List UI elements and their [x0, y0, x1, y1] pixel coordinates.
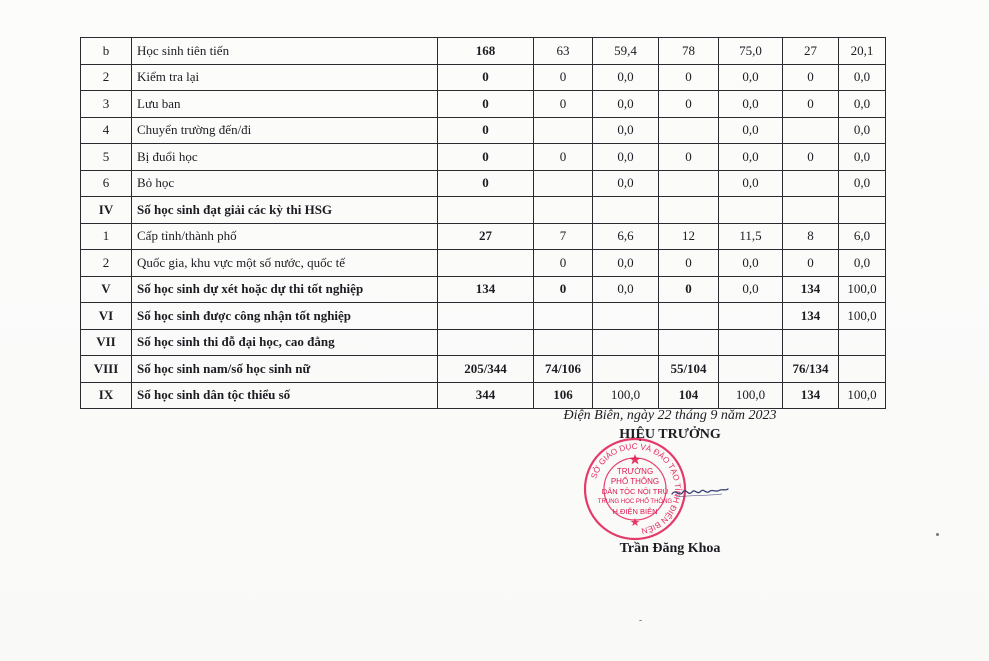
value-cell: 0	[659, 64, 719, 91]
value-cell: 8	[783, 223, 839, 250]
value-cell	[659, 303, 719, 330]
value-cell: 134	[783, 303, 839, 330]
value-cell	[659, 170, 719, 197]
value-cell: 0	[534, 91, 593, 118]
table-row	[81, 250, 886, 277]
table-row	[81, 223, 886, 250]
statistics-table	[80, 37, 886, 409]
value-cell	[438, 329, 534, 356]
value-cell	[719, 329, 783, 356]
table-body	[81, 38, 886, 409]
principal-title: HIỆU TRƯỞNG	[619, 427, 721, 442]
row-label-cell: Cấp tỉnh/thành phố	[132, 223, 438, 250]
value-cell: 0	[438, 64, 534, 91]
scan-speck	[639, 620, 642, 621]
value-cell: 0,0	[839, 91, 886, 118]
signature-block	[520, 408, 820, 578]
value-cell	[593, 303, 659, 330]
row-index-cell: 6	[81, 170, 132, 197]
value-cell	[783, 117, 839, 144]
value-cell: 0	[438, 170, 534, 197]
value-cell: 100,0	[839, 276, 886, 303]
seal-line-1: TRƯỜNG	[616, 467, 654, 476]
table-row	[81, 38, 886, 65]
value-cell: 134	[783, 382, 839, 409]
value-cell: 205/344	[438, 356, 534, 383]
value-cell	[438, 303, 534, 330]
row-label-cell: Số học sinh thi đỗ đại học, cao đẳng	[132, 329, 438, 356]
value-cell: 134	[783, 276, 839, 303]
row-index-cell: IX	[81, 382, 132, 409]
seal-line-2: PHỔ THÔNG	[610, 477, 660, 486]
value-cell: 0	[783, 64, 839, 91]
value-cell	[783, 170, 839, 197]
value-cell	[593, 356, 659, 383]
value-cell	[534, 329, 593, 356]
value-cell: 0,0	[593, 144, 659, 171]
table-row	[81, 197, 886, 224]
value-cell: 0	[783, 144, 839, 171]
value-cell	[839, 197, 886, 224]
value-cell: 0,0	[719, 170, 783, 197]
table-row	[81, 356, 886, 383]
value-cell: 74/106	[534, 356, 593, 383]
row-label-cell: Số học sinh dân tộc thiểu số	[132, 382, 438, 409]
value-cell	[719, 303, 783, 330]
value-cell	[839, 356, 886, 383]
value-cell: 100,0	[719, 382, 783, 409]
seal-line-4: TRUNG HỌC PHỔ THÔNG	[597, 499, 673, 505]
value-cell: 0	[534, 276, 593, 303]
value-cell	[719, 356, 783, 383]
value-cell	[593, 197, 659, 224]
value-cell: 100,0	[839, 303, 886, 330]
table-row	[81, 144, 886, 171]
value-cell: 7	[534, 223, 593, 250]
value-cell: 0	[534, 64, 593, 91]
value-cell: 0,0	[719, 64, 783, 91]
value-cell	[719, 197, 783, 224]
value-cell: 0	[783, 250, 839, 277]
place-date: Điện Biên, ngày 22 tháng 9 năm 2023	[563, 408, 777, 423]
value-cell: 0,0	[839, 117, 886, 144]
value-cell: 27	[438, 223, 534, 250]
row-label-cell: Bị đuổi học	[132, 144, 438, 171]
table-row	[81, 329, 886, 356]
row-label-cell: Quốc gia, khu vực một số nước, quốc tế	[132, 250, 438, 277]
row-index-cell: 1	[81, 223, 132, 250]
row-label-cell: Học sinh tiên tiến	[132, 38, 438, 65]
table-row	[81, 170, 886, 197]
value-cell: 0,0	[719, 250, 783, 277]
row-label-cell: Lưu ban	[132, 91, 438, 118]
table-row	[81, 64, 886, 91]
value-cell: 0	[438, 117, 534, 144]
value-cell	[438, 197, 534, 224]
value-cell: 0,0	[593, 250, 659, 277]
row-index-cell: VII	[81, 329, 132, 356]
row-label-cell: Số học sinh nam/số học sinh nữ	[132, 356, 438, 383]
value-cell: 0	[659, 144, 719, 171]
row-label-cell: Số học sinh dự xét hoặc dự thi tốt nghiệp	[132, 276, 438, 303]
value-cell: 0,0	[593, 276, 659, 303]
principal-name: Trần Đăng Khoa	[619, 541, 721, 556]
value-cell	[659, 329, 719, 356]
value-cell	[534, 303, 593, 330]
row-index-cell: 3	[81, 91, 132, 118]
value-cell: 0,0	[719, 117, 783, 144]
value-cell: 104	[659, 382, 719, 409]
value-cell	[839, 329, 886, 356]
row-label-cell: Chuyển trường đến/đi	[132, 117, 438, 144]
scan-speck	[936, 533, 939, 536]
table-row	[81, 91, 886, 118]
value-cell: 0,0	[593, 170, 659, 197]
value-cell: 0	[659, 91, 719, 118]
value-cell: 6,0	[839, 223, 886, 250]
value-cell: 0,0	[839, 64, 886, 91]
seal-line-3: DÂN TỘC NỘI TRÚ	[601, 487, 669, 496]
value-cell: 106	[534, 382, 593, 409]
value-cell: 344	[438, 382, 534, 409]
value-cell: 0,0	[719, 276, 783, 303]
value-cell: 55/104	[659, 356, 719, 383]
table-row	[81, 117, 886, 144]
value-cell	[593, 329, 659, 356]
handwritten-signature	[670, 480, 730, 502]
value-cell: 12	[659, 223, 719, 250]
value-cell: 100,0	[839, 382, 886, 409]
value-cell	[659, 197, 719, 224]
row-label-cell: Bỏ học	[132, 170, 438, 197]
row-index-cell: V	[81, 276, 132, 303]
value-cell: 11,5	[719, 223, 783, 250]
value-cell: 100,0	[593, 382, 659, 409]
row-label-cell: Kiểm tra lại	[132, 64, 438, 91]
row-index-cell: VI	[81, 303, 132, 330]
value-cell: 0	[783, 91, 839, 118]
value-cell: 27	[783, 38, 839, 65]
value-cell: 0,0	[839, 144, 886, 171]
seal-line-5: H.ĐIỆN BIÊN	[612, 507, 658, 516]
value-cell: 0	[438, 144, 534, 171]
value-cell: 0,0	[839, 170, 886, 197]
table-row	[81, 276, 886, 303]
value-cell: 59,4	[593, 38, 659, 65]
row-index-cell: 4	[81, 117, 132, 144]
value-cell: 0,0	[593, 91, 659, 118]
value-cell: 76/134	[783, 356, 839, 383]
value-cell: 0	[438, 91, 534, 118]
value-cell	[534, 197, 593, 224]
row-index-cell: VIII	[81, 356, 132, 383]
value-cell: 63	[534, 38, 593, 65]
row-index-cell: IV	[81, 197, 132, 224]
value-cell: 78	[659, 38, 719, 65]
value-cell: 0,0	[593, 64, 659, 91]
value-cell: 0,0	[719, 91, 783, 118]
row-index-cell: b	[81, 38, 132, 65]
value-cell: 0	[659, 276, 719, 303]
value-cell: 20,1	[839, 38, 886, 65]
value-cell: 168	[438, 38, 534, 65]
row-label-cell: Số học sinh đạt giải các kỳ thi HSG	[132, 197, 438, 224]
value-cell: 0,0	[593, 117, 659, 144]
value-cell: 75,0	[719, 38, 783, 65]
value-cell: 0,0	[839, 250, 886, 277]
value-cell: 0	[534, 250, 593, 277]
value-cell	[534, 170, 593, 197]
seal-ring-text: SỞ GIÁO DỤC VÀ ĐÀO TẠO TỈNH ĐIỆN BIÊN	[589, 441, 683, 536]
row-index-cell: 5	[81, 144, 132, 171]
value-cell: 134	[438, 276, 534, 303]
value-cell	[783, 197, 839, 224]
row-index-cell: 2	[81, 64, 132, 91]
row-label-cell: Số học sinh được công nhận tốt nghiệp	[132, 303, 438, 330]
table-row	[81, 303, 886, 330]
table-row	[81, 382, 886, 409]
value-cell	[783, 329, 839, 356]
value-cell	[438, 250, 534, 277]
value-cell	[659, 117, 719, 144]
value-cell	[534, 117, 593, 144]
value-cell: 0	[659, 250, 719, 277]
value-cell: 0,0	[719, 144, 783, 171]
row-index-cell: 2	[81, 250, 132, 277]
value-cell: 6,6	[593, 223, 659, 250]
value-cell: 0	[534, 144, 593, 171]
